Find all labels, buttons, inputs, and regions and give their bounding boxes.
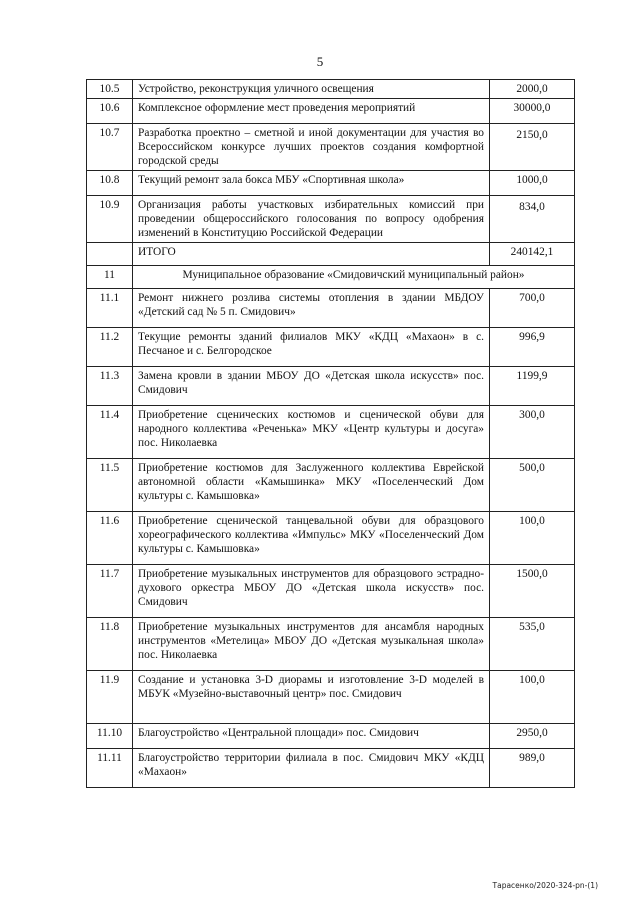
table-row — [87, 459, 575, 512]
row-description: Благоустройство территории филиала в пос. Смидович МКУ «КДЦ «Махаон» — [133, 749, 490, 788]
row-number: 11.9 — [87, 671, 133, 724]
row-description: Приобретение музыкальных инструментов для ансамбля народных инструментов «Метелица» МБОУ ДО «Детская музыкальная школа» пос. Николаевка — [133, 618, 490, 671]
row-amount: 300,0 — [490, 406, 575, 459]
row-description: Приобретение сценической танцевальной обуви для образцового хореографического коллектива «Импульс» МКУ «Поселенческий Дом культуры с. Камышовка» — [133, 512, 490, 565]
row-number: 10.6 — [87, 99, 133, 124]
total-row — [87, 243, 575, 266]
row-description: Приобретение сценических костюмов и сценической обуви для народного коллектива «Реченька» МКУ «Центр культуры и досуга» пос. Николаевка — [133, 406, 490, 459]
row-amount: 30000,0 — [490, 99, 575, 124]
row-amount: 996,9 — [490, 328, 575, 367]
table-row — [87, 565, 575, 618]
table-row — [87, 124, 575, 171]
row-amount: 1199,9 — [490, 367, 575, 406]
table-row — [87, 328, 575, 367]
row-number: 11.11 — [87, 749, 133, 788]
row-amount: 1000,0 — [490, 171, 575, 196]
row-amount: 2950,0 — [490, 724, 575, 749]
row-number: 11.10 — [87, 724, 133, 749]
row-number: 10.8 — [87, 171, 133, 196]
row-description: Создание и установка 3-D диорамы и изготовление 3-D моделей в МБУК «Музейно-выставочный центр» пос. Смидович — [133, 671, 490, 724]
row-number: 11.6 — [87, 512, 133, 565]
row-amount: 989,0 — [490, 749, 575, 788]
row-description: Текущий ремонт зала бокса МБУ «Спортивная школа» — [133, 171, 490, 196]
row-amount: 100,0 — [490, 671, 575, 724]
row-amount: 100,0 — [490, 512, 575, 565]
row-amount: 700,0 — [490, 289, 575, 328]
page-number: 5 — [316, 54, 324, 69]
row-description: Замена кровли в здании МБОУ ДО «Детская школа искусств» пос. Смидович — [133, 367, 490, 406]
table-row — [87, 618, 575, 671]
row-description: Текущие ремонты зданий филиалов МКУ «КДЦ «Махаон» в с. Песчаное и с. Белгородское — [133, 328, 490, 367]
table-row — [87, 171, 575, 196]
row-description: Ремонт нижнего розлива системы отопления в здании МБДОУ «Детский сад № 5 п. Смидович» — [133, 289, 490, 328]
table-row — [87, 749, 575, 788]
document-reference: Тарасенко/2020-324-pn-(1) — [492, 881, 598, 890]
row-number: 11.5 — [87, 459, 133, 512]
table-row — [87, 80, 575, 99]
table-row — [87, 724, 575, 749]
row-description: Устройство, реконструкция уличного освещения — [133, 80, 490, 99]
table-row — [87, 367, 575, 406]
row-amount: 2000,0 — [490, 80, 575, 99]
row-number: 11.7 — [87, 565, 133, 618]
section-header-row — [87, 266, 575, 289]
row-number: 10.9 — [87, 196, 133, 243]
row-amount: 535,0 — [490, 618, 575, 671]
row-number: 11.3 — [87, 367, 133, 406]
row-description: Приобретение костюмов для Заслуженного коллектива Еврейской автономной области «Камышинка» МКУ «Поселенческий Дом культуры с. Камышовка» — [133, 459, 490, 512]
table-row — [87, 99, 575, 124]
row-number: 10.5 — [87, 80, 133, 99]
section-number: 11 — [87, 266, 133, 289]
table-row — [87, 406, 575, 459]
row-description: Разработка проектно – сметной и иной документации для участия во Всероссийском конкурсе лучших проектов создания комфортной городской среды — [133, 124, 490, 171]
row-description: Комплексное оформление мест проведения мероприятий — [133, 99, 490, 124]
row-amount: 834,0 — [490, 196, 575, 243]
row-description: Благоустройство «Центральной площади» пос. Смидович — [133, 724, 490, 749]
row-number: 11.4 — [87, 406, 133, 459]
total-label: ИТОГО — [133, 243, 490, 266]
section-title: Муниципальное образование «Смидовичский муниципальный район» — [133, 266, 575, 289]
row-number: 10.7 — [87, 124, 133, 171]
table-row — [87, 289, 575, 328]
row-number: 11.1 — [87, 289, 133, 328]
total-amount: 240142,1 — [490, 243, 575, 266]
row-number: 11.8 — [87, 618, 133, 671]
row-amount: 500,0 — [490, 459, 575, 512]
table-row — [87, 512, 575, 565]
row-number — [87, 243, 133, 266]
table-row — [87, 196, 575, 243]
budget-table — [86, 79, 575, 788]
row-description: Приобретение музыкальных инструментов для образцового эстрадно-духового оркестра МБОУ ДО «Детская школа искусств» пос. Смидович — [133, 565, 490, 618]
table-row — [87, 671, 575, 724]
row-description: Организация работы участковых избирательных комиссий при проведении общероссийского голосования по вопросу одобрения изменений в Конституцию Российской Федерации — [133, 196, 490, 243]
row-amount: 1500,0 — [490, 565, 575, 618]
row-amount: 2150,0 — [490, 124, 575, 171]
row-number: 11.2 — [87, 328, 133, 367]
